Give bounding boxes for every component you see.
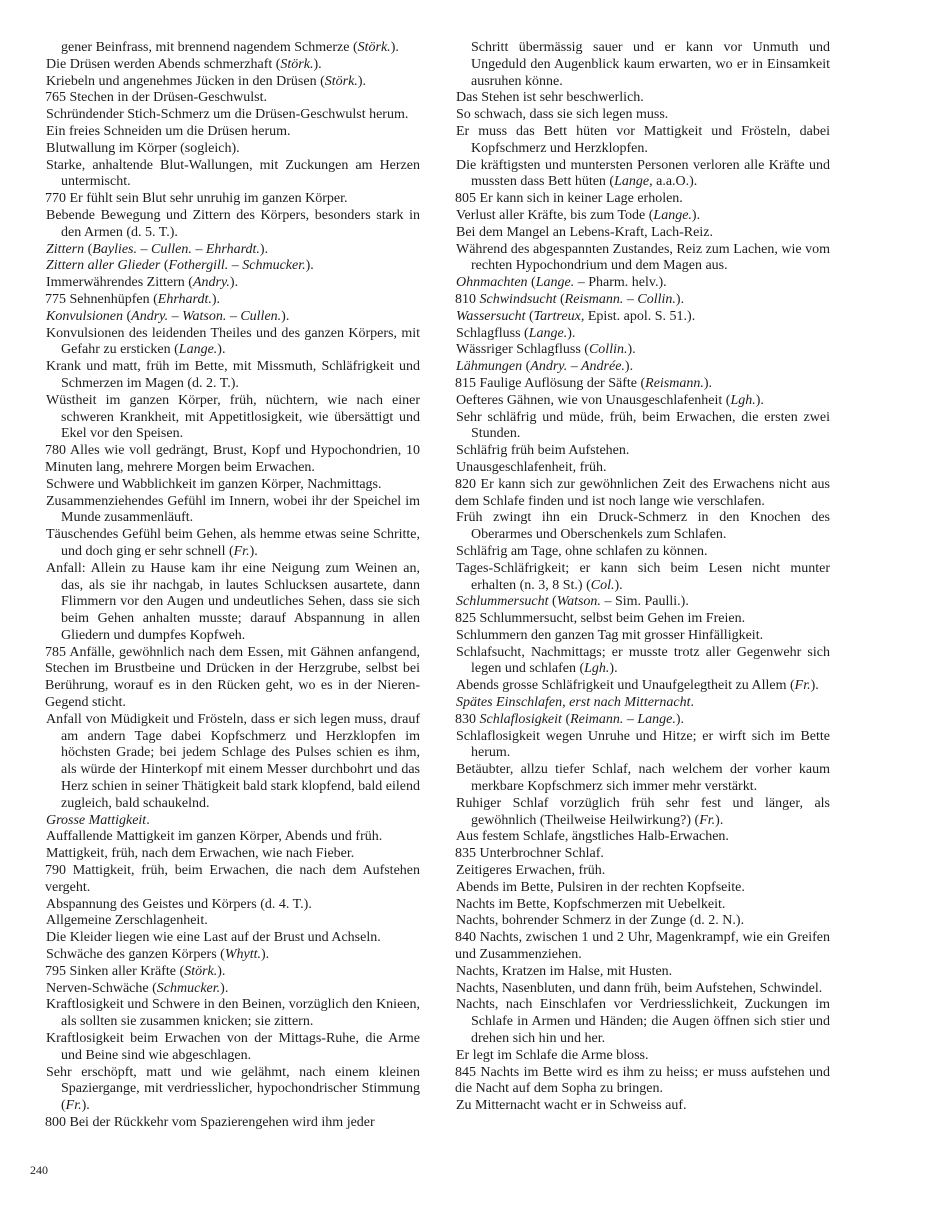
symptom-entry — [440, 695, 830, 712]
symptom-entry — [30, 208, 420, 242]
symptom-number: 835 — [455, 846, 476, 862]
italic-text: Reismann. — [645, 375, 704, 391]
symptom-entry — [440, 510, 830, 544]
symptom-entry — [30, 964, 420, 981]
symptom-entry — [440, 225, 830, 242]
symptom-entry — [30, 326, 420, 360]
text: ). — [260, 947, 270, 963]
symptom-entry — [440, 729, 830, 763]
symptom-entry — [30, 191, 420, 208]
text: ). — [627, 342, 636, 358]
text: ). — [703, 375, 713, 391]
symptom-entry — [30, 930, 420, 947]
text: ). — [217, 963, 226, 979]
italic-text: Schlaflosigkeit — [479, 711, 562, 727]
symptom-number: 785 — [45, 644, 66, 660]
text: Nachts, bohrender Schmerz in der Zunge (d. 2. N.). — [456, 913, 745, 929]
symptom-entry — [30, 645, 420, 712]
text: Schlummersucht, selbst beim Gehen im Freien. — [479, 611, 746, 627]
text: – Sim. Paulli.). — [600, 594, 689, 610]
symptom-entry — [30, 1031, 420, 1065]
symptom-number: 780 — [45, 443, 66, 459]
italic-text: Andry. – Watson. – Cullen. — [131, 308, 282, 324]
text: ( — [548, 594, 557, 610]
text: Nachts, Kratzen im Halse, mit Husten. — [456, 963, 673, 979]
text: ( — [556, 291, 565, 307]
symptom-number: 795 — [45, 963, 66, 979]
symptom-entry — [440, 107, 830, 124]
text: ( — [123, 308, 132, 324]
symptom-entry — [440, 1098, 830, 1115]
italic-text: Spätes Einschlafen, erst nach Mitternacht — [456, 695, 691, 711]
text: ). — [259, 241, 269, 257]
text: Sinken aller Kräfte ( — [69, 963, 185, 979]
symptom-entry — [30, 947, 420, 964]
symptom-entry — [440, 712, 830, 729]
symptom-entry — [30, 561, 420, 645]
text: Mattigkeit, früh, nach dem Erwachen, wie nach Fieber. — [46, 846, 355, 862]
symptom-entry — [440, 678, 830, 695]
symptom-entry — [440, 393, 830, 410]
text: ). — [220, 980, 229, 996]
symptom-entry — [30, 813, 420, 830]
page-number: 240 — [30, 1163, 48, 1177]
text: ( — [525, 308, 534, 324]
symptom-entry — [30, 913, 420, 930]
italic-text: Schmucker. — [156, 980, 221, 996]
text: Kriebeln und angenehmes Jücken in den Drüsen ( — [46, 73, 325, 89]
symptom-entry — [440, 326, 830, 343]
symptom-entry — [440, 544, 830, 561]
text: Immerwährendes Zittern ( — [46, 275, 193, 291]
symptom-entry — [30, 712, 420, 813]
symptom-entry — [440, 964, 830, 981]
text: Die kräftigsten und muntersten Personen verloren alle Kräfte und mussten dass Bett hüten ( — [456, 157, 830, 190]
text: Blutwallung im Körper (sogleich). — [46, 140, 240, 156]
symptom-entry — [440, 460, 830, 477]
italic-text: Störk. — [184, 963, 218, 979]
symptom-entry — [440, 40, 830, 90]
text: ( — [84, 241, 93, 257]
italic-text: Schlummersucht — [456, 594, 549, 610]
text: Zusammenziehendes Gefühl im Innern, wobei ihr der Speichel im Munde zusammenläuft. — [46, 493, 420, 526]
text: Zu Mitternacht wacht er in Schweiss auf. — [456, 1098, 687, 1114]
text: ). — [313, 56, 322, 72]
symptom-entry — [440, 342, 830, 359]
italic-text: Reismann. – Collin. — [564, 291, 676, 307]
text: Bebende Bewegung und Zittern des Körpers, besonders stark in den Armen (d. 5. T.). — [46, 207, 420, 240]
symptom-entry — [440, 997, 830, 1047]
text: Faulige Auflösung der Säfte ( — [479, 375, 646, 391]
text: Schwere und Wabblichkeit im ganzen Körper, Nachmittags. — [46, 476, 382, 492]
text: Wässriger Schlagfluss ( — [456, 342, 589, 358]
symptom-entry — [30, 897, 420, 914]
text: ). — [755, 392, 764, 408]
italic-text: Andry. — [192, 275, 230, 291]
text: Tages-Schläfrigkeit; er kann sich beim Lesen nicht munter erhalten (n. 3, 8 St.) ( — [456, 560, 830, 593]
text: Die Drüsen werden Abends schmerzhaft ( — [46, 56, 281, 72]
symptom-number: 840 — [455, 930, 476, 946]
text: Allgemeine Zerschlagenheit. — [46, 913, 208, 929]
symptom-entry — [440, 191, 830, 208]
text: Er kann sich zur gewöhnlichen Zeit des Erwachens nicht aus dem Schlafe finden und ist noch lange wie verschlafen. — [455, 476, 831, 509]
symptom-entry — [440, 645, 830, 679]
text: Schläfrig früh beim Aufstehen. — [456, 443, 630, 459]
symptom-entry — [30, 158, 420, 192]
text: Ein freies Schneiden um die Drüsen herum. — [46, 123, 291, 139]
symptom-entry — [440, 561, 830, 595]
italic-text: Lgh. — [584, 661, 610, 677]
symptom-entry — [30, 309, 420, 326]
symptom-entry — [440, 762, 830, 796]
symptom-entry — [30, 981, 420, 998]
symptom-entry — [440, 829, 830, 846]
italic-text: Lgh. — [730, 392, 756, 408]
text: ). — [614, 577, 623, 593]
italic-text: Schwindsucht — [479, 291, 557, 307]
symptom-entry — [30, 527, 420, 561]
symptom-entry — [440, 897, 830, 914]
text: Schritt übermässig sauer und er kann vor Unmuth und Ungeduld den Augenblick kaum erwarten, wo er in Einsamkeit ausruhen könne. — [471, 40, 830, 89]
symptom-entry — [30, 846, 420, 863]
text: ). — [305, 258, 314, 274]
italic-text: Grosse Mattigkeit — [46, 812, 147, 828]
symptom-entry — [440, 880, 830, 897]
symptom-number: 810 — [455, 291, 476, 307]
text: ). — [229, 275, 239, 291]
symptom-entry — [440, 208, 830, 225]
italic-text: Zittern — [46, 241, 85, 257]
italic-text: Lange. — [178, 342, 218, 358]
symptom-number: 765 — [45, 90, 66, 106]
italic-text: Ohnmachten — [456, 275, 528, 291]
symptom-entry — [30, 829, 420, 846]
symptom-entry — [30, 393, 420, 443]
text: Konvulsionen des leidenden Theiles und des ganzen Körpers, mit Gefahr zu ersticken ( — [46, 325, 420, 358]
text: Sehnenhüpfen ( — [69, 291, 158, 307]
symptom-entry — [440, 628, 830, 645]
symptom-number: 845 — [455, 1064, 476, 1080]
text: Kraftlosigkeit und Schwere in den Beinen, vorzüglich den Knieen, als sollten sie zusammen knicken; sie zittern. — [46, 997, 420, 1030]
text: Täuschendes Gefühl beim Gehen, als hemme etwas seine Schritte, und doch ging er sehr schnell ( — [46, 527, 420, 559]
symptom-entry — [30, 275, 420, 292]
symptom-entry — [440, 275, 830, 292]
symptom-entry — [30, 359, 420, 393]
italic-text: Störk. — [280, 56, 314, 72]
text: – Pharm. helv.). — [574, 275, 667, 291]
text: So schwach, dass sie sich legen muss. — [456, 107, 669, 123]
text: ). — [211, 291, 221, 307]
text: Schlafsucht, Nachmittags; er musste trotz aller Gegenwehr sich legen und schlafen ( — [456, 644, 830, 677]
symptom-number: 830 — [455, 711, 476, 727]
text: Abends im Bette, Pulsiren in der rechten Kopfseite. — [456, 879, 745, 895]
text: . — [146, 812, 150, 828]
text: Er kann sich in keiner Lage erholen. — [479, 191, 683, 207]
text: ). — [281, 308, 290, 324]
symptom-entry — [440, 1065, 830, 1099]
italic-text: Fr. — [794, 678, 811, 694]
text: Schründender Stich-Schmerz um die Drüsen-Geschwulst herum. — [46, 107, 409, 123]
text: Das Stehen ist sehr beschwerlich. — [456, 90, 644, 106]
text: ). — [217, 342, 226, 358]
text: Während des abgespannten Zustandes, Reiz zum Lachen, wie vom rechten Hypochondrium und dem Magen aus. — [456, 241, 830, 274]
text: ). — [609, 661, 618, 677]
italic-text: Lange. — [653, 207, 692, 223]
text: Anfall von Müdigkeit und Frösteln, dass er sich legen muss, drauf am andern Tage dabei Kopfschmerz und Herzklopfen im höchsten Grade; bei jedem Schlage des Pulses schien es ihm, als würde der Hinterkopf mit einem Messer durchbohrt und das Herz schien in seiner Thätigkeit bald stark klopfend, bald eilend zugleich, bald schaukelnd. — [46, 711, 420, 811]
text: ). — [357, 73, 366, 89]
symptom-entry — [30, 292, 420, 309]
text: ( — [561, 711, 571, 727]
text: Er legt im Schlafe die Arme bloss. — [456, 1047, 649, 1063]
text: ). — [675, 291, 685, 307]
text: ( — [527, 275, 536, 291]
text: Er fühlt sein Blut sehr unruhig im ganzen Körper. — [69, 191, 348, 207]
text: Kraftlosigkeit beim Erwachen von der Mittags-Ruhe, die Arme und Beine sind wie abgeschlagen. — [46, 1031, 420, 1063]
text: Nachts, zwischen 1 und 2 Uhr, Magenkrampf, wie ein Greifen und Zusammenziehen. — [455, 930, 830, 963]
text: Sehr schläfrig und müde, früh, beim Erwachen, die ersten zwei Stunden. — [456, 409, 830, 442]
text: Die Kleider liegen wie eine Last auf der Brust und Achseln. — [46, 930, 381, 946]
text: Zeitigeres Erwachen, früh. — [456, 863, 606, 879]
text: ( — [522, 359, 531, 375]
text: ). — [81, 1098, 90, 1114]
italic-text: Ehrhardt. — [157, 291, 212, 307]
italic-text: Lähmungen — [456, 359, 523, 375]
italic-text: Fothergill. – Schmucker. — [168, 258, 306, 274]
text: Krank und matt, früh im Bette, mit Missmuth, Schläfrigkeit und Schmerzen im Magen (d. 2. T.). — [46, 359, 420, 391]
text: Früh zwingt ihn ein Druck-Schmerz in den Knochen des Oberarmes und Oberschenkels zum Schlafen. — [456, 510, 830, 543]
symptom-entry — [440, 611, 830, 628]
text: Nachts im Bette, Kopfschmerzen mit Uebelkeit. — [456, 896, 726, 912]
text: ). — [567, 325, 576, 341]
text: gener Beinfrass, mit brennend nagendem Schmerze ( — [61, 40, 358, 55]
text: Betäubter, allzu tiefer Schlaf, nach welchem der vorher kaum merkbare Kopfschmerz sich immer mehr verstärkt. — [456, 762, 830, 795]
symptom-entry — [30, 107, 420, 124]
symptom-entry — [440, 863, 830, 880]
right-column — [440, 40, 830, 1115]
text: Auffallende Mattigkeit im ganzen Körper, Abends und früh. — [46, 829, 383, 845]
symptom-number: 805 — [455, 191, 476, 207]
symptom-entry — [440, 981, 830, 998]
text: Anfall: Allein zu Hause kam ihr eine Neigung zum Weinen an, das, als sie ihr nachgab, in lautes Schlucksen ausartete, dann Flimmern vor den Augen und undeutliches Sehen, dass sie sich beim Gehen anhalten musste; darauf Abspannung in allen Gliedern und dumpfes Kopfweh. — [46, 560, 420, 643]
symptom-entry — [440, 846, 830, 863]
text: Alles wie voll gedrängt, Brust, Kopf und Hypochondrien, 10 Minuten lang, mehrere Morgen beim Erwachen. — [45, 443, 420, 475]
italic-text: Lange. — [528, 325, 568, 341]
text: ). — [675, 711, 685, 727]
symptom-entry — [30, 74, 420, 91]
italic-text: Lange. — [535, 275, 575, 291]
symptom-entry — [440, 242, 830, 276]
text: Schlaflosigkeit wegen Unruhe und Hitze; er wirft sich im Bette herum. — [456, 728, 830, 761]
italic-text: Fr. — [233, 543, 250, 559]
text: Starke, anhaltende Blut-Wallungen, mit Zuckungen am Herzen untermischt. — [46, 157, 420, 190]
symptom-entry — [30, 863, 420, 897]
italic-text: Baylies. – Cullen. – Ehrhardt. — [92, 241, 260, 257]
symptom-number: 775 — [45, 291, 66, 307]
text: Abends grosse Schläfrigkeit und Unaufgelegtheit zu Allem ( — [456, 678, 795, 694]
text: Nachts, nach Einschlafen vor Verdriesslichkeit, Zuckungen im Schlafe in Armen und Händen; die Augen öffnen sich stier und drehen sich hin und her. — [456, 997, 830, 1047]
text: Epist. apol. S. 51.). — [584, 308, 696, 324]
italic-text: Konvulsionen — [46, 308, 123, 324]
symptom-entry — [440, 376, 830, 393]
text: Sehr erschöpft, matt und wie gelähmt, nach einem kleinen Spaziergange, mit verdriesslicher, hypochondrischer Stimmung ( — [46, 1064, 420, 1114]
symptom-entry — [30, 258, 420, 275]
symptom-entry — [440, 1048, 830, 1065]
italic-text: Whytt. — [224, 947, 261, 963]
symptom-entry — [30, 997, 420, 1031]
symptom-entry — [440, 477, 830, 511]
symptom-entry — [30, 477, 420, 494]
text: ( — [160, 258, 169, 274]
symptom-entry — [30, 141, 420, 158]
symptom-entry — [440, 309, 830, 326]
symptom-entry — [440, 124, 830, 158]
italic-text: Collin. — [588, 342, 628, 358]
text: ). — [249, 543, 258, 559]
text: Anfälle, gewöhnlich nach dem Essen, mit Gähnen anfangend, Stechen im Brustbeine und Drücken in der Herzgrube, selbst bei Berührung, worauf es in den Rücken geht, wo es in der Nieren-Gegend sticht. — [45, 644, 420, 711]
symptom-number: 815 — [455, 375, 476, 391]
symptom-entry — [440, 292, 830, 309]
symptom-number: 800 — [45, 1115, 66, 1130]
symptom-entry — [30, 443, 420, 477]
symptom-entry — [440, 913, 830, 930]
text: Schläfrig am Tage, ohne schlafen zu können. — [456, 543, 708, 559]
text: ). — [810, 678, 819, 694]
text: ). — [691, 207, 701, 223]
text: Unausgeschlafenheit, früh. — [456, 459, 607, 475]
text: Er muss das Bett hüten vor Mattigkeit und Frösteln, dabei Kopfschmerz und Herzklopfen. — [456, 123, 830, 156]
italic-text: Watson. — [556, 594, 601, 610]
symptom-entry — [30, 1115, 420, 1132]
text: Mattigkeit, früh, beim Erwachen, die nach dem Aufstehen vergeht. — [45, 863, 420, 895]
text: Bei dem Mangel an Lebens-Kraft, Lach-Reiz. — [456, 224, 713, 240]
text: Nerven-Schwäche ( — [46, 980, 157, 996]
text: Aus festem Schlafe, ängstliches Halb-Erwachen. — [456, 829, 729, 845]
italic-text: Col. — [590, 577, 615, 593]
text: Stechen in der Drüsen-Geschwulst. — [69, 90, 268, 106]
symptom-entry — [440, 410, 830, 444]
italic-text: Lange, — [614, 174, 653, 190]
symptom-entry — [440, 90, 830, 107]
symptom-entry — [30, 1065, 420, 1115]
text: Unterbrochner Schlaf. — [479, 846, 604, 862]
text: Ruhiger Schlaf vorzüglich früh sehr fest und länger, als gewöhnlich (Theilweise Heilwirkung?) ( — [456, 795, 830, 828]
symptom-entry — [440, 443, 830, 460]
left-column — [30, 40, 420, 1132]
italic-text: Zittern aller Glieder — [46, 258, 161, 274]
text: a.a.O.). — [652, 174, 698, 190]
text: . — [690, 695, 694, 711]
text: Schwäche des ganzen Körpers ( — [46, 947, 225, 963]
text: Verlust aller Kräfte, bis zum Tode ( — [456, 207, 654, 223]
text: Schlummern den ganzen Tag mit grosser Hinfälligkeit. — [456, 627, 764, 643]
symptom-entry — [30, 124, 420, 141]
text: ). — [715, 812, 724, 828]
symptom-entry — [30, 242, 420, 259]
symptom-entry — [30, 90, 420, 107]
symptom-entry — [30, 57, 420, 74]
italic-text: Tartreux, — [533, 308, 585, 324]
text: Nachts, Nasenbluten, und dann früh, beim Aufstehen, Schwindel. — [456, 980, 823, 996]
text: ). — [390, 40, 399, 55]
text: Wüstheit im ganzen Körper, früh, nüchtern, wie nach einer schweren Krankheit, mit Appetitlosigkeit, wie übersättigt und Ekel vor den Speisen. — [46, 392, 420, 442]
italic-text: Störk. — [357, 40, 391, 55]
italic-text: Andry. – Andrée. — [530, 359, 625, 375]
text: ). — [624, 359, 634, 375]
italic-text: Fr. — [65, 1098, 82, 1114]
symptom-entry — [440, 359, 830, 376]
italic-text: Wassersucht — [456, 308, 526, 324]
symptom-entry — [440, 796, 830, 830]
italic-text: Störk. — [324, 73, 358, 89]
text: Nachts im Bette wird es ihm zu heiss; er muss aufstehen und die Nacht auf dem Sopha zu bringen. — [455, 1064, 830, 1097]
symptom-number: 790 — [45, 863, 66, 879]
italic-text: Reimann. – Lange. — [570, 711, 676, 727]
symptom-number: 820 — [455, 476, 476, 492]
symptom-entry — [440, 594, 830, 611]
text: Abspannung des Geistes und Körpers (d. 4. T.). — [46, 896, 312, 912]
symptom-number: 770 — [45, 191, 66, 207]
symptom-entry — [440, 930, 830, 964]
symptom-entry — [440, 158, 830, 192]
italic-text: Fr. — [699, 812, 716, 828]
text: Schlagfluss ( — [456, 325, 529, 341]
symptom-entry — [30, 494, 420, 528]
symptom-entry — [30, 40, 420, 57]
text: Oefteres Gähnen, wie von Unausgeschlafenheit ( — [456, 392, 731, 408]
text: Bei der Rückkehr vom Spazierengehen wird ihm jeder — [69, 1115, 375, 1130]
symptom-number: 825 — [455, 611, 476, 627]
